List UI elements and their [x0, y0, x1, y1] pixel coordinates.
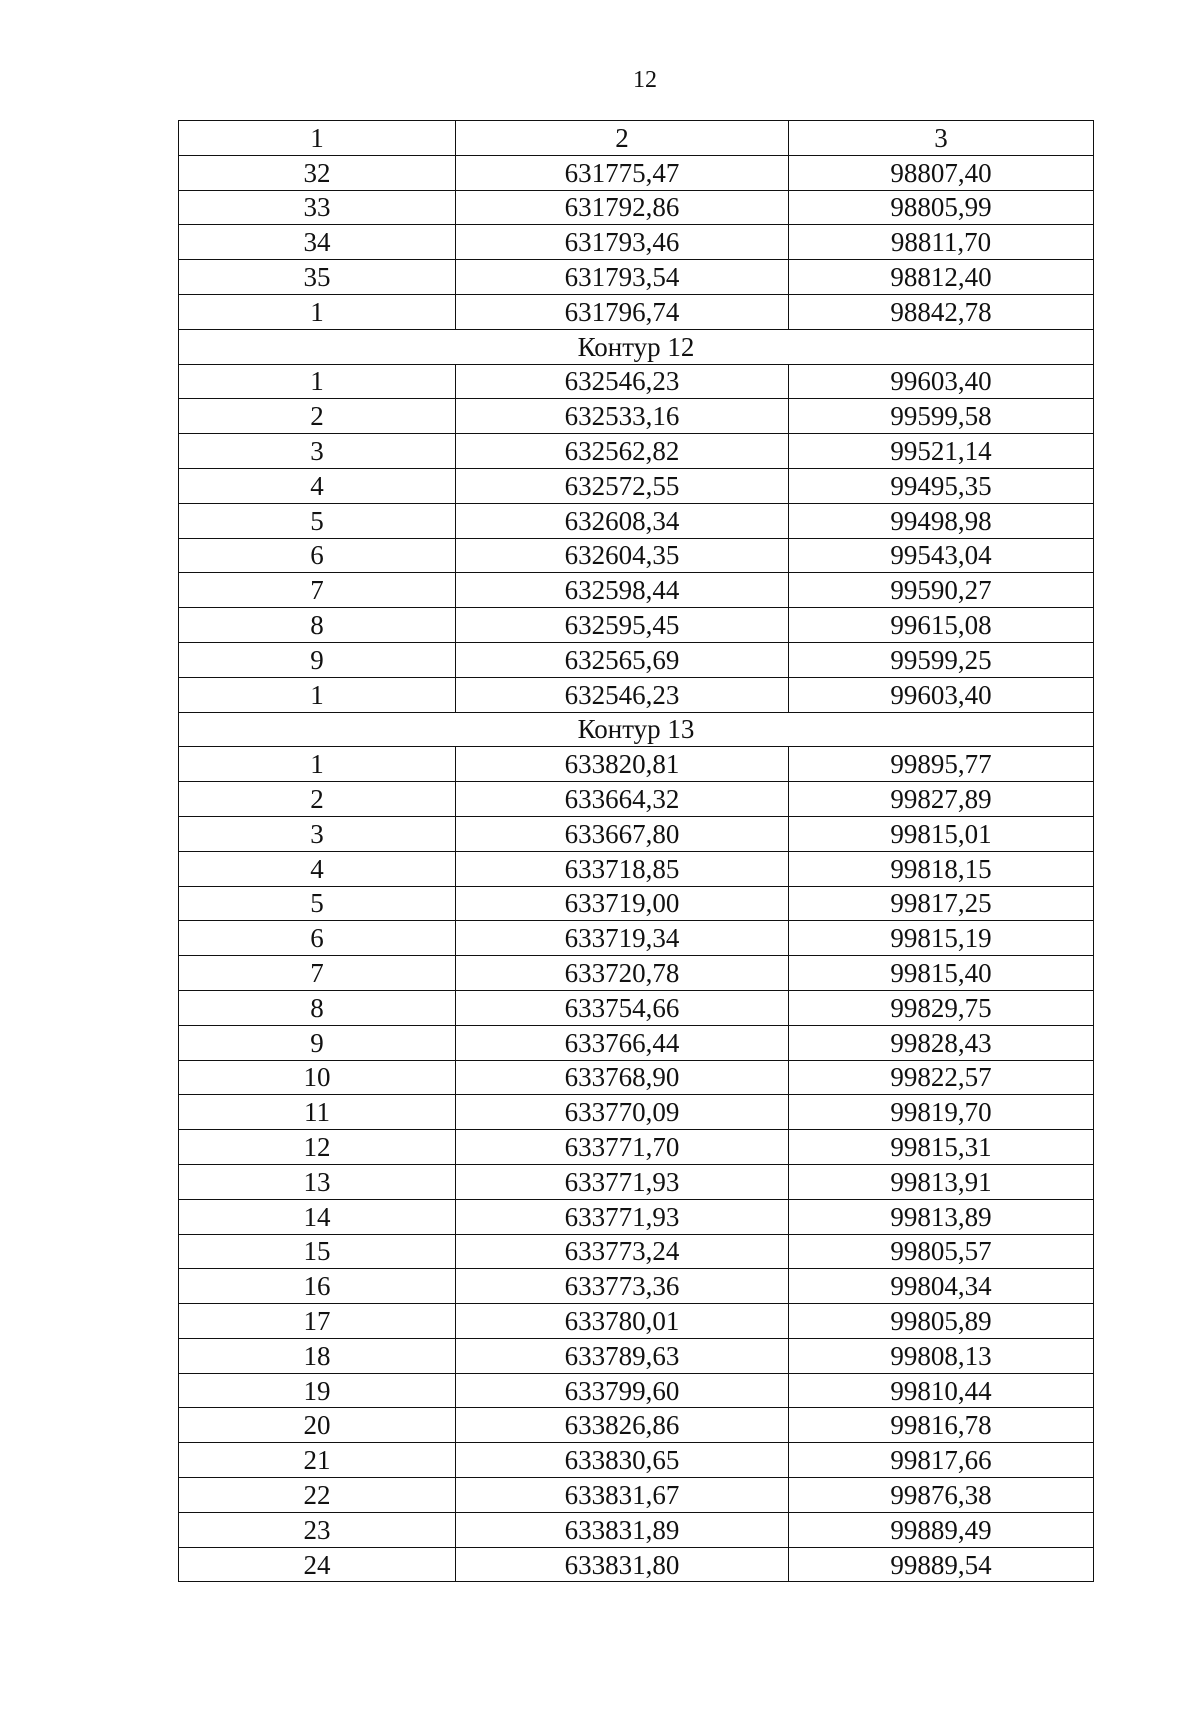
- x-coordinate-cell: 633719,34: [456, 921, 789, 956]
- x-coordinate-cell: 633773,36: [456, 1269, 789, 1304]
- y-coordinate-cell: 99827,89: [789, 782, 1094, 817]
- x-coordinate-cell: 633770,09: [456, 1095, 789, 1130]
- y-coordinate-cell: 99498,98: [789, 503, 1094, 538]
- point-number-cell: 32: [179, 155, 456, 190]
- table-row: [179, 608, 1094, 643]
- section-header-row: [179, 329, 1094, 364]
- table-row: [179, 816, 1094, 851]
- column-header: 3: [789, 121, 1094, 156]
- y-coordinate-cell: 99815,40: [789, 956, 1094, 991]
- x-coordinate-cell: 633766,44: [456, 1025, 789, 1060]
- x-coordinate-cell: 633719,00: [456, 886, 789, 921]
- x-coordinate-cell: 633789,63: [456, 1338, 789, 1373]
- y-coordinate-cell: 99817,66: [789, 1443, 1094, 1478]
- y-coordinate-cell: 99815,19: [789, 921, 1094, 956]
- point-number-cell: 10: [179, 1060, 456, 1095]
- table-row: [179, 677, 1094, 712]
- y-coordinate-cell: 99543,04: [789, 538, 1094, 573]
- point-number-cell: 2: [179, 399, 456, 434]
- x-coordinate-cell: 632572,55: [456, 468, 789, 503]
- x-coordinate-cell: 633830,65: [456, 1443, 789, 1478]
- table-row: [179, 468, 1094, 503]
- point-number-cell: 12: [179, 1130, 456, 1165]
- table-row: [179, 1025, 1094, 1060]
- point-number-cell: 20: [179, 1408, 456, 1443]
- point-number-cell: 6: [179, 538, 456, 573]
- point-number-cell: 35: [179, 260, 456, 295]
- y-coordinate-cell: 99817,25: [789, 886, 1094, 921]
- point-number-cell: 13: [179, 1164, 456, 1199]
- point-number-cell: 1: [179, 294, 456, 329]
- y-coordinate-cell: 99819,70: [789, 1095, 1094, 1130]
- y-coordinate-cell: 99829,75: [789, 990, 1094, 1025]
- point-number-cell: 21: [179, 1443, 456, 1478]
- point-number-cell: 5: [179, 503, 456, 538]
- point-number-cell: 8: [179, 608, 456, 643]
- point-number-cell: 15: [179, 1234, 456, 1269]
- table-row: [179, 155, 1094, 190]
- x-coordinate-cell: 632595,45: [456, 608, 789, 643]
- table-row: [179, 886, 1094, 921]
- y-coordinate-cell: 99822,57: [789, 1060, 1094, 1095]
- y-coordinate-cell: 99810,44: [789, 1373, 1094, 1408]
- y-coordinate-cell: 99828,43: [789, 1025, 1094, 1060]
- x-coordinate-cell: 631793,46: [456, 225, 789, 260]
- x-coordinate-cell: 633667,80: [456, 816, 789, 851]
- point-number-cell: 23: [179, 1512, 456, 1547]
- table-row: [179, 1443, 1094, 1478]
- x-coordinate-cell: 633799,60: [456, 1373, 789, 1408]
- point-number-cell: 7: [179, 573, 456, 608]
- y-coordinate-cell: 98807,40: [789, 155, 1094, 190]
- y-coordinate-cell: 99813,89: [789, 1199, 1094, 1234]
- x-coordinate-cell: 632598,44: [456, 573, 789, 608]
- x-coordinate-cell: 632546,23: [456, 677, 789, 712]
- point-number-cell: 19: [179, 1373, 456, 1408]
- y-coordinate-cell: 99813,91: [789, 1164, 1094, 1199]
- y-coordinate-cell: 98805,99: [789, 190, 1094, 225]
- point-number-cell: 2: [179, 782, 456, 817]
- table-row: [179, 294, 1094, 329]
- page-number: 12: [633, 67, 657, 93]
- table-row: [179, 1060, 1094, 1095]
- x-coordinate-cell: 633771,70: [456, 1130, 789, 1165]
- table-row: [179, 851, 1094, 886]
- x-coordinate-cell: 632604,35: [456, 538, 789, 573]
- y-coordinate-cell: 99895,77: [789, 747, 1094, 782]
- point-number-cell: 1: [179, 747, 456, 782]
- table-row: [179, 921, 1094, 956]
- column-header: 2: [456, 121, 789, 156]
- table-row: [179, 956, 1094, 991]
- table-row: [179, 782, 1094, 817]
- y-coordinate-cell: 99805,89: [789, 1304, 1094, 1339]
- point-number-cell: 18: [179, 1338, 456, 1373]
- y-coordinate-cell: 99521,14: [789, 434, 1094, 469]
- table-row: [179, 573, 1094, 608]
- point-number-cell: 1: [179, 677, 456, 712]
- x-coordinate-cell: 633820,81: [456, 747, 789, 782]
- point-number-cell: 3: [179, 434, 456, 469]
- point-number-cell: 16: [179, 1269, 456, 1304]
- section-label: Контур 12: [179, 329, 1094, 364]
- y-coordinate-cell: 98842,78: [789, 294, 1094, 329]
- table-row: [179, 990, 1094, 1025]
- point-number-cell: 33: [179, 190, 456, 225]
- point-number-cell: 22: [179, 1478, 456, 1513]
- y-coordinate-cell: 99818,15: [789, 851, 1094, 886]
- y-coordinate-cell: 99804,34: [789, 1269, 1094, 1304]
- y-coordinate-cell: 99603,40: [789, 364, 1094, 399]
- point-number-cell: 9: [179, 1025, 456, 1060]
- point-number-cell: 17: [179, 1304, 456, 1339]
- x-coordinate-cell: 632608,34: [456, 503, 789, 538]
- x-coordinate-cell: 632562,82: [456, 434, 789, 469]
- table-row: [179, 1095, 1094, 1130]
- section-label: Контур 13: [179, 712, 1094, 747]
- table-row: [179, 434, 1094, 469]
- x-coordinate-cell: 633826,86: [456, 1408, 789, 1443]
- point-number-cell: 4: [179, 468, 456, 503]
- point-number-cell: 5: [179, 886, 456, 921]
- table-row: [179, 1547, 1094, 1582]
- table-row: [179, 1478, 1094, 1513]
- y-coordinate-cell: 99816,78: [789, 1408, 1094, 1443]
- table-row: [179, 642, 1094, 677]
- y-coordinate-cell: 99599,25: [789, 642, 1094, 677]
- y-coordinate-cell: 99876,38: [789, 1478, 1094, 1513]
- x-coordinate-cell: 632565,69: [456, 642, 789, 677]
- point-number-cell: 1: [179, 364, 456, 399]
- x-coordinate-cell: 633720,78: [456, 956, 789, 991]
- x-coordinate-cell: 631792,86: [456, 190, 789, 225]
- y-coordinate-cell: 99889,49: [789, 1512, 1094, 1547]
- x-coordinate-cell: 633771,93: [456, 1199, 789, 1234]
- y-coordinate-cell: 99808,13: [789, 1338, 1094, 1373]
- point-number-cell: 14: [179, 1199, 456, 1234]
- y-coordinate-cell: 99599,58: [789, 399, 1094, 434]
- x-coordinate-cell: 633780,01: [456, 1304, 789, 1339]
- y-coordinate-cell: 98811,70: [789, 225, 1094, 260]
- point-number-cell: 6: [179, 921, 456, 956]
- point-number-cell: 8: [179, 990, 456, 1025]
- table-row: [179, 399, 1094, 434]
- y-coordinate-cell: 99889,54: [789, 1547, 1094, 1582]
- x-coordinate-cell: 631775,47: [456, 155, 789, 190]
- table-row: [179, 747, 1094, 782]
- table-row: [179, 1199, 1094, 1234]
- x-coordinate-cell: 633754,66: [456, 990, 789, 1025]
- column-header: 1: [179, 121, 456, 156]
- table-row: [179, 190, 1094, 225]
- x-coordinate-cell: 633773,24: [456, 1234, 789, 1269]
- x-coordinate-cell: 633768,90: [456, 1060, 789, 1095]
- y-coordinate-cell: 99495,35: [789, 468, 1094, 503]
- section-header-row: [179, 712, 1094, 747]
- x-coordinate-cell: 633831,80: [456, 1547, 789, 1582]
- point-number-cell: 7: [179, 956, 456, 991]
- table-row: [179, 1234, 1094, 1269]
- table-body: [179, 155, 1094, 1582]
- table-row: [179, 1338, 1094, 1373]
- x-coordinate-cell: 633718,85: [456, 851, 789, 886]
- point-number-cell: 34: [179, 225, 456, 260]
- table-row: [179, 538, 1094, 573]
- x-coordinate-cell: 633664,32: [456, 782, 789, 817]
- table-row: [179, 1408, 1094, 1443]
- y-coordinate-cell: 99805,57: [789, 1234, 1094, 1269]
- table-row: [179, 225, 1094, 260]
- x-coordinate-cell: 633831,89: [456, 1512, 789, 1547]
- point-number-cell: 24: [179, 1547, 456, 1582]
- table-row: [179, 1130, 1094, 1165]
- point-number-cell: 3: [179, 816, 456, 851]
- y-coordinate-cell: 99603,40: [789, 677, 1094, 712]
- y-coordinate-cell: 99590,27: [789, 573, 1094, 608]
- point-number-cell: 4: [179, 851, 456, 886]
- table-row: [179, 1512, 1094, 1547]
- x-coordinate-cell: 633831,67: [456, 1478, 789, 1513]
- point-number-cell: 9: [179, 642, 456, 677]
- coordinates-table: [178, 120, 1094, 1582]
- y-coordinate-cell: 99815,01: [789, 816, 1094, 851]
- point-number-cell: 11: [179, 1095, 456, 1130]
- y-coordinate-cell: 98812,40: [789, 260, 1094, 295]
- x-coordinate-cell: 633771,93: [456, 1164, 789, 1199]
- table-header-row: [179, 121, 1094, 156]
- x-coordinate-cell: 631796,74: [456, 294, 789, 329]
- x-coordinate-cell: 632533,16: [456, 399, 789, 434]
- table-row: [179, 364, 1094, 399]
- table-row: [179, 503, 1094, 538]
- table-row: [179, 260, 1094, 295]
- y-coordinate-cell: 99615,08: [789, 608, 1094, 643]
- table-row: [179, 1373, 1094, 1408]
- table-row: [179, 1304, 1094, 1339]
- table-row: [179, 1164, 1094, 1199]
- y-coordinate-cell: 99815,31: [789, 1130, 1094, 1165]
- x-coordinate-cell: 631793,54: [456, 260, 789, 295]
- table-row: [179, 1269, 1094, 1304]
- x-coordinate-cell: 632546,23: [456, 364, 789, 399]
